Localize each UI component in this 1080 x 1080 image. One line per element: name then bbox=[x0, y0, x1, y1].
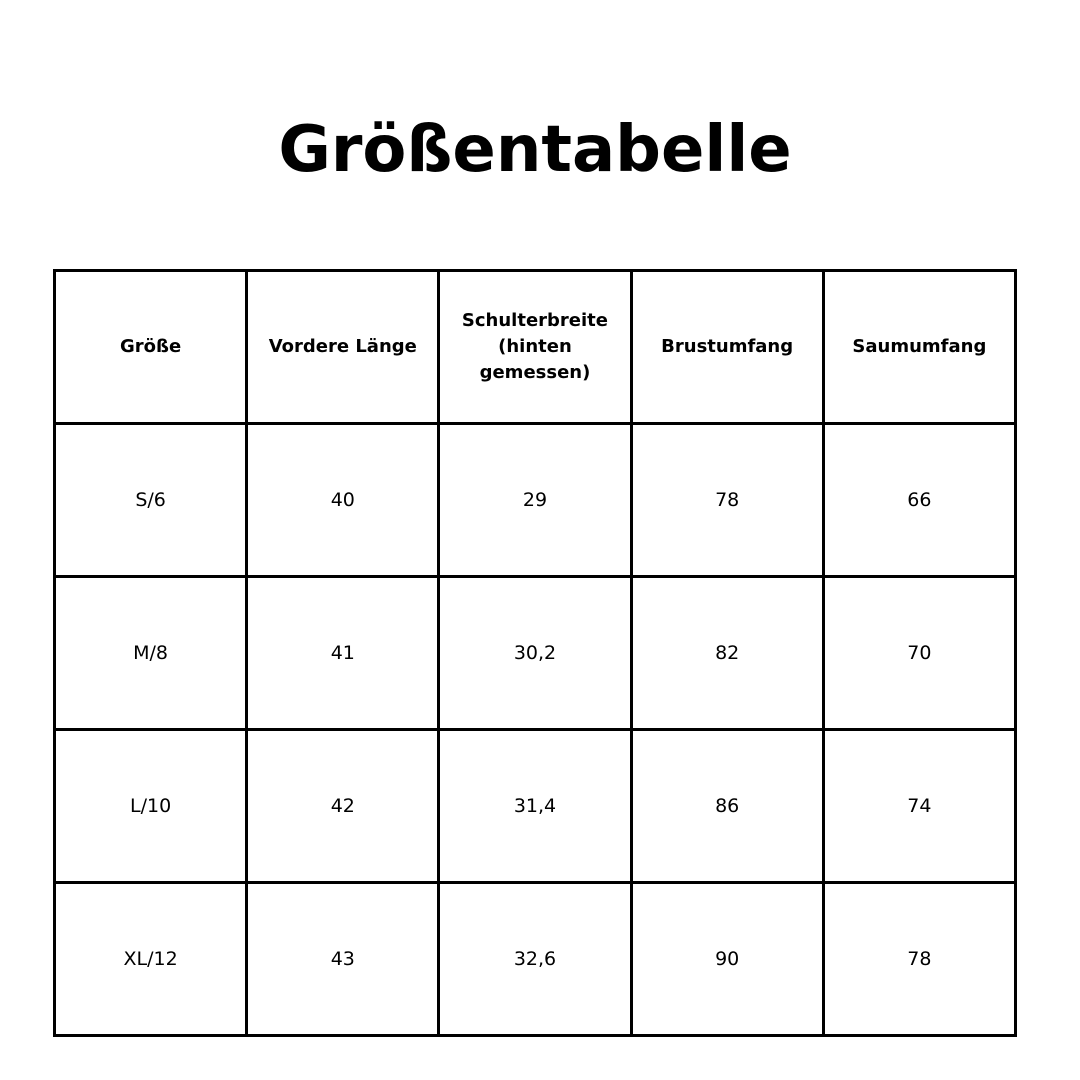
table-row bbox=[55, 424, 1016, 577]
table-cell-shoulder-width: 29 bbox=[439, 424, 631, 577]
column-header-chest: Brustumfang bbox=[631, 271, 823, 424]
table-cell-chest: 90 bbox=[631, 883, 823, 1036]
table-cell-front-length: 43 bbox=[247, 883, 439, 1036]
size-chart-table bbox=[53, 269, 1017, 1037]
table-cell-shoulder-width: 31,4 bbox=[439, 730, 631, 883]
table-row bbox=[55, 730, 1016, 883]
table-cell-chest: 86 bbox=[631, 730, 823, 883]
table-cell-size: S/6 bbox=[55, 424, 247, 577]
table-cell-hem: 66 bbox=[823, 424, 1015, 577]
table-cell-front-length: 41 bbox=[247, 577, 439, 730]
table-cell-chest: 82 bbox=[631, 577, 823, 730]
table-header-row bbox=[55, 271, 1016, 424]
table-cell-size: M/8 bbox=[55, 577, 247, 730]
table-row bbox=[55, 577, 1016, 730]
table-cell-size: L/10 bbox=[55, 730, 247, 883]
table-cell-size: XL/12 bbox=[55, 883, 247, 1036]
table-cell-hem: 74 bbox=[823, 730, 1015, 883]
table-cell-hem: 70 bbox=[823, 577, 1015, 730]
table-cell-hem: 78 bbox=[823, 883, 1015, 1036]
table-body bbox=[55, 424, 1016, 1036]
table-cell-shoulder-width: 30,2 bbox=[439, 577, 631, 730]
column-header-size: Größe bbox=[55, 271, 247, 424]
table-cell-shoulder-width: 32,6 bbox=[439, 883, 631, 1036]
column-header-hem: Saumumfang bbox=[823, 271, 1015, 424]
table-cell-front-length: 40 bbox=[247, 424, 439, 577]
page-title: Größentabelle bbox=[278, 113, 792, 187]
table-cell-front-length: 42 bbox=[247, 730, 439, 883]
column-header-shoulder-width: Schulterbreite (hinten gemessen) bbox=[439, 271, 631, 424]
table-row bbox=[55, 883, 1016, 1036]
table-cell-chest: 78 bbox=[631, 424, 823, 577]
table-header bbox=[55, 271, 1016, 424]
column-header-front-length: Vordere Länge bbox=[247, 271, 439, 424]
